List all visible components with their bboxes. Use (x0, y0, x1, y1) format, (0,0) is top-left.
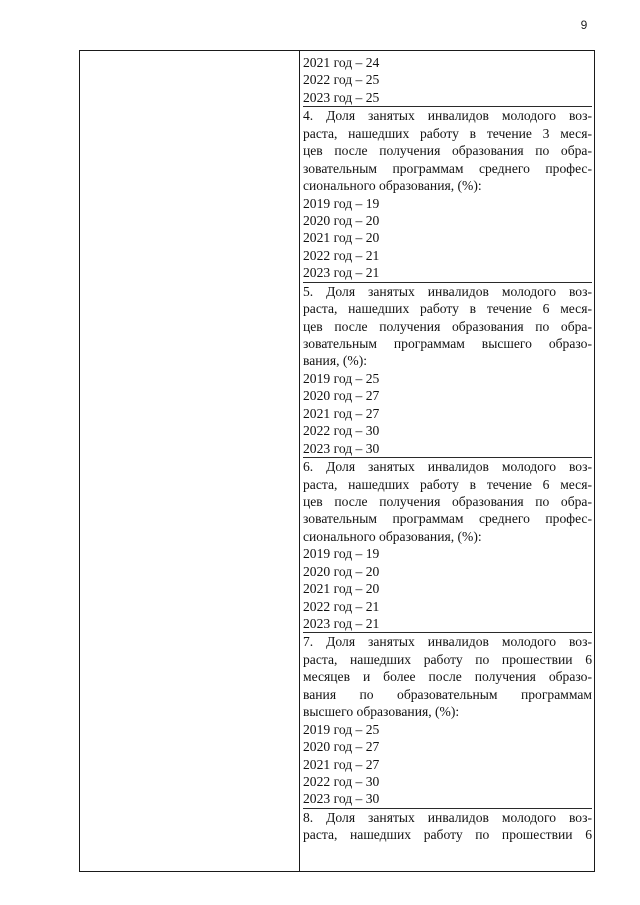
text-line: 2022 год – 21 (303, 247, 380, 263)
text-line: раста, нашедших работу по прошествии 6 (303, 827, 592, 843)
text-line: 2022 год – 30 (303, 773, 380, 789)
text-line: 8. Доля занятых инвалидов молодого воз- (303, 809, 592, 825)
text-line: 2020 год – 20 (303, 563, 380, 579)
text-line: вания, (%): (303, 353, 368, 369)
text-line: 5. Доля занятых инвалидов молодого воз- (303, 283, 592, 299)
page-number: 9 (580, 18, 588, 32)
text-line: раста, нашедших работу в течение 6 меся- (303, 476, 592, 492)
text-line: 4. Доля занятых инвалидов молодого воз- (303, 108, 592, 124)
text-line: 2022 год – 25 (303, 72, 380, 88)
table-right-column (300, 51, 594, 871)
text-line: 2021 год – 20 (303, 581, 380, 597)
text-line: зовательным программам высшего образо- (303, 336, 592, 351)
text-line: сионального образования, (%): (303, 178, 482, 194)
text-line: раста, нашедших работу в течение 3 меся- (303, 125, 592, 141)
text-line: 2023 год – 30 (303, 440, 592, 458)
text-line: зовательным программам среднего профес- (303, 160, 592, 176)
text-line: 2021 год – 20 (303, 230, 380, 246)
text-line: 2022 год – 21 (303, 598, 380, 614)
text-line: 7. Доля занятых инвалидов молодого воз- (303, 634, 592, 650)
text-line: 2022 год – 30 (303, 423, 380, 439)
text-line: 2023 год – 21 (303, 615, 592, 633)
text-line: 2021 год – 24 (303, 55, 380, 70)
text-line: цев после получения образования по обра- (303, 143, 592, 159)
text-line: зовательным программам среднего профес- (303, 511, 592, 527)
text-line: 2019 год – 19 (303, 546, 380, 562)
text-line: 2023 год – 25 (303, 89, 592, 107)
text-line: 6. Доля занятых инвалидов молодого воз- (303, 459, 592, 475)
document-table (79, 50, 595, 872)
text-line: раста, нашедших работу по прошествии 6 (303, 651, 592, 667)
text-line: высшего образования, (%): (303, 704, 460, 720)
text-line: 2020 год – 27 (303, 739, 380, 755)
text-line: сионального образования, (%): (303, 528, 482, 544)
text-line: 2020 год – 20 (303, 212, 380, 228)
text-line: вания по образовательным программам (303, 686, 592, 702)
table-left-column (80, 51, 300, 871)
text-line: 2023 год – 21 (303, 264, 592, 282)
text-line: цев после получения образования по обра- (303, 318, 592, 334)
text-line: раста, нашедших работу в течение 6 меся- (303, 301, 592, 317)
text-line: цев после получения образования по обра- (303, 493, 592, 509)
text-line: 2020 год – 27 (303, 388, 380, 404)
text-line: 2019 год – 19 (303, 195, 380, 211)
text-line: месяцев и более после получения образо- (303, 669, 592, 685)
text-line: 2019 год – 25 (303, 370, 380, 386)
text-line: 2019 год – 25 (303, 721, 380, 737)
text-line: 2021 год – 27 (303, 405, 380, 421)
text-line: 2021 год – 27 (303, 756, 380, 772)
text-line: 2023 год – 30 (303, 790, 592, 808)
